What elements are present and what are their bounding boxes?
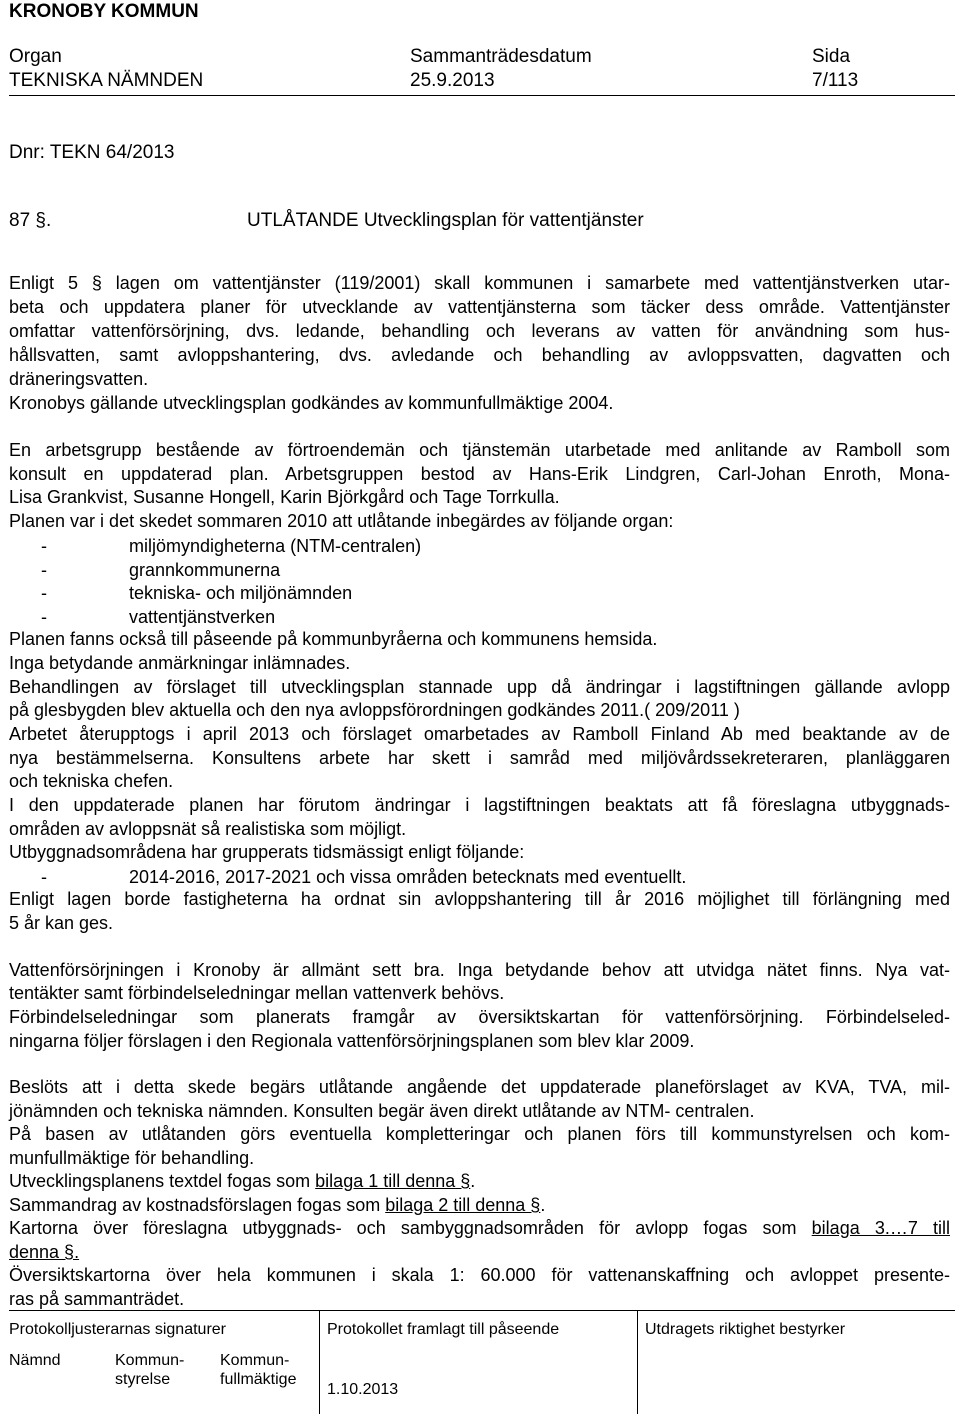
- executive-board-label-2: styrelse: [115, 1371, 171, 1388]
- paragraph-line: Planen var i det skedet sommaren 2010 att utlåtande inbegärdes av följande organ:: [9, 511, 674, 531]
- paragraph-line: områden av avloppsnät så realistiska som möjligt.: [9, 819, 407, 839]
- attachment-line-3: Kartorna över föreslagna utbyggnads- och sambyggnadsområden för avlopp fogas som bilaga 3.…7 till: [9, 1218, 950, 1238]
- list-bullet: -: [41, 607, 47, 627]
- list-bullet: -: [41, 867, 47, 887]
- council-label-2: fullmäktige: [220, 1371, 297, 1388]
- header-divider: [9, 95, 955, 96]
- paragraph-line: ras på sammanträdet.: [9, 1289, 185, 1309]
- list-bullet: -: [41, 536, 47, 556]
- paragraph-line: Planen fanns också till påseende på kommunbyråerna och kommunens hemsida.: [9, 629, 658, 649]
- paragraph-line: Inga betydande anmärkningar inlämnades.: [9, 653, 351, 673]
- paragraph-line: Enligt lagen borde fastigheterna ha ordnat sin avloppshantering till år 2016 möjlighet till förlängning med: [9, 889, 950, 909]
- list-bullet: -: [41, 560, 47, 580]
- paragraph-line: På basen av utlåtanden görs eventuella kompletteringar och planen förs till kommunstyrelsen och kom-: [9, 1124, 950, 1144]
- section-number: 87 §.: [9, 210, 52, 231]
- paragraph-line: En arbetsgrupp bestående av förtroendemän och tjänstemän utarbetade med anlitande av Ramboll som: [9, 440, 950, 460]
- list-item: tekniska- och miljönämnden: [129, 583, 353, 603]
- executive-board-label-1: Kommun-: [115, 1352, 185, 1369]
- footer-top-border: [9, 1310, 955, 1311]
- paragraph-line: Enligt 5 § lagen om vattentjänster (119/2001) skall kommunen i samarbete med vattentjänstverken utar-: [9, 273, 950, 293]
- list-bullet: -: [41, 583, 47, 603]
- paragraph-line: Behandlingen av förslaget till utvecklingsplan stannade upp då ändringar i lagstiftningen gällande avlopp: [9, 677, 950, 697]
- paragraph-line: hållsvatten, samt avloppshantering, dvs. avledande och behandling av avloppsvatten, dagvatten och: [9, 345, 950, 365]
- paragraph-line: Översiktskartorna över hela kommunen i skala 1: 60.000 för vattenanskaffning och avloppet presente-: [9, 1265, 950, 1285]
- attachment-line-1: Utvecklingsplanens textdel fogas som bilaga 1 till denna §.: [9, 1171, 476, 1191]
- paragraph-line: Utbyggnadsområdena har grupperats tidsmässigt enligt följande:: [9, 842, 525, 862]
- attachment-3-link-cont[interactable]: denna §.: [9, 1242, 80, 1262]
- organization-name: KRONOBY KOMMUN: [9, 1, 199, 22]
- list-item: miljömyndigheterna (NTM-centralen): [129, 536, 422, 556]
- paragraph-line: 5 år kan ges.: [9, 913, 114, 933]
- list-item: 2014-2016, 2017-2021 och vissa områden betecknats med eventuellt.: [129, 867, 687, 887]
- footer-column-divider: [319, 1310, 320, 1414]
- paragraph-line: Kronobys gällande utvecklingsplan godkändes av kommunfullmäktige 2004.: [9, 393, 614, 413]
- paragraph-line: dräneringsvatten.: [9, 369, 149, 389]
- paragraph-line: Beslöts att i detta skede begärs utlåtande angående det uppdaterade planeförslaget av KVA, TVA, mil-: [9, 1077, 950, 1097]
- section-title: UTLÅTANDE Utvecklingsplan för vattentjänster: [247, 210, 644, 231]
- paragraph-line: ningarna följer förslagen i den Regionala vattenförsörjningsplanen som blev klar 2009.: [9, 1031, 695, 1051]
- paragraph-line: omfattar vattenförsörjning, dvs. ledande, behandling och leverans av vatten för användning som hus-: [9, 321, 950, 341]
- organ-label: Organ: [9, 46, 62, 67]
- attachment-1-link[interactable]: bilaga 1 till denna §: [315, 1171, 471, 1191]
- list-item: vattentjänstverken: [129, 607, 276, 627]
- paragraph-line: Förbindelseledningar som planerats framgår av översiktskartan för vattenförsörjning. Förbindelseled-: [9, 1007, 950, 1027]
- paragraph-line: jönämnden och tekniska nämnden. Konsulten begär även direkt utlåtande av NTM- centralen.: [9, 1101, 755, 1121]
- paragraph-line: Lisa Grankvist, Susanne Hongell, Karin Björkgård och Tage Torrkulla.: [9, 487, 560, 507]
- signatures-label: Protokolljusterarnas signaturer: [9, 1321, 226, 1338]
- attachment-line-2: Sammandrag av kostnadsförslagen fogas som bilaga 2 till denna §.: [9, 1195, 546, 1215]
- paragraph-line: på glesbygden blev aktuella och den nya avloppsförordningen godkändes 2011.( 209/2011 ): [9, 700, 740, 720]
- public-notice-label: Protokollet framlagt till påseende: [327, 1321, 560, 1338]
- paragraph-line: och tekniska chefen.: [9, 771, 174, 791]
- paragraph-line: munfullmäktige för behandling.: [9, 1148, 255, 1168]
- paragraph-line: konsult en uppdaterad plan. Arbetsgruppen bestod av Hans-Erik Lindgren, Carl-Johan Enroth, Mona-: [9, 464, 950, 484]
- paragraph-line: Arbetet återupptogs i april 2013 och förslaget omarbetades av Ramboll Finland Ab med beaktande av de: [9, 724, 950, 744]
- paragraph-line: I den uppdaterade planen har förutom ändringar i lagstiftningen beaktats att få föreslagna utbyggnads-: [9, 795, 950, 815]
- paragraph-line: beta och uppdatera planer för utvecklande av vattentjänsterna som täcker dess område. Vattentjänster: [9, 297, 950, 317]
- meeting-date-value: 25.9.2013: [410, 70, 495, 91]
- page-number: 7/113: [812, 70, 859, 91]
- extract-certified-label: Utdragets riktighet bestyrker: [645, 1321, 846, 1338]
- footer-column-divider: [637, 1310, 638, 1414]
- attachment-2-link[interactable]: bilaga 2 till denna §: [385, 1195, 541, 1215]
- attachment-line-3-cont: [9, 1243, 79, 1261]
- paragraph-line: Vattenförsörjningen i Kronoby är allmänt sett bra. Inga betydande behov att utvidga nätet finns. Nya vat-: [9, 960, 950, 980]
- paragraph-line: tentäkter samt förbindelseledningar mellan vattenverk behövs.: [9, 983, 505, 1003]
- attachment-3-link[interactable]: bilaga 3.…7 till: [811, 1218, 950, 1238]
- page-label: Sida: [812, 46, 851, 67]
- list-item: grannkommunerna: [129, 560, 281, 580]
- council-label-1: Kommun-: [220, 1352, 290, 1369]
- board-signature-label: Nämnd: [9, 1352, 61, 1369]
- case-number: Dnr: TEKN 64/2013: [9, 142, 175, 163]
- public-notice-date: 1.10.2013: [327, 1381, 399, 1398]
- organ-value: TEKNISKA NÄMNDEN: [9, 70, 204, 91]
- meeting-date-label: Sammanträdesdatum: [410, 46, 592, 67]
- paragraph-line: nya bestämmelserna. Konsultens arbete har skett i samråd med miljövårdssekreteraren, planläggaren: [9, 748, 950, 768]
